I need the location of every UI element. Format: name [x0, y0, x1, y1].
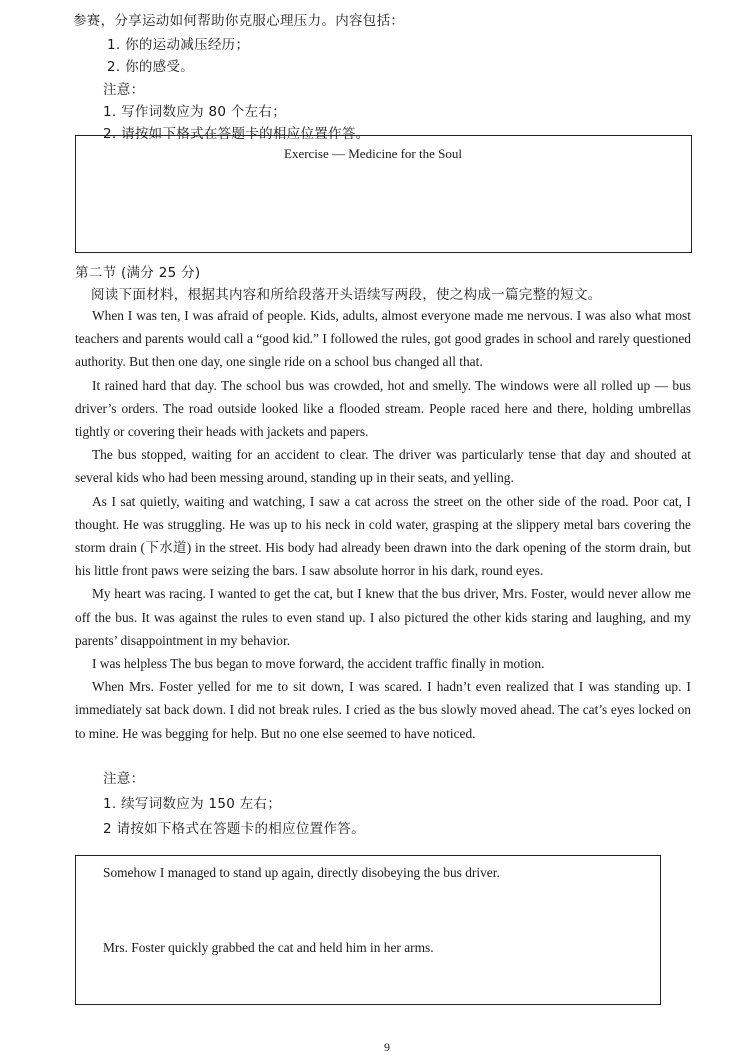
story-paragraph-6: I was helpless The bus began to move forward, the accident traffic finally in motion. — [92, 656, 545, 672]
story-paragraph-5: My heart was racing. I wanted to get the cat, but I knew that the bus driver, Mrs. Foster, would never allow me off the bus. It was against the rules to even stand up. I also pictured the other kids staring and laughing, and my parents’ disappointment in my behavior. — [75, 586, 691, 648]
story-paragraph-1: When I was ten, I was afraid of people. Kids, adults, almost everyone made me nervous. I was also what most teachers and parents would call a “good kid.” I followed the rules, got good grades in school and rarely questioned authority. But then one day, one single ride on a school bus changed all that. — [75, 308, 691, 370]
note-item-1: 1. 写作词数应为 80 个左右； — [103, 104, 287, 120]
continuation-opening-2: Mrs. Foster quickly grabbed the cat and held him in her arms. — [103, 940, 434, 955]
note-label-part2: 注意： — [103, 771, 145, 787]
continuation-opening-1: Somehow I managed to stand up again, directly disobeying the bus driver. — [103, 865, 500, 880]
answer-box-part1 — [75, 135, 692, 253]
prompt-item-1: 1. 你的运动减压经历； — [107, 37, 250, 53]
writing-prompt-line: 参赛，分享运动如何帮助你克服心理压力。内容包括： — [73, 13, 405, 29]
page-number: 9 — [384, 1040, 390, 1054]
note-item-2-part2: 2 请按如下格式在答题卡的相应位置作答。 — [103, 821, 365, 837]
note-item-2: 2. 请按如下格式在答题卡的相应位置作答。 — [103, 126, 370, 142]
section-title: 第二节 (满分 25 分) — [75, 265, 201, 281]
story-paragraph-7: When Mrs. Foster yelled for me to sit down, I was scared. I hadn’t even realized that I was standing up. I immediately sat back down. I did not break rules. I cried as the bus slowly moved ahead. The cat’s eyes locked on to mine. He was begging for help. But no one else seemed to have noticed. — [75, 679, 691, 741]
answer-box-part2 — [75, 855, 661, 1005]
note-label: 注意： — [103, 82, 145, 98]
section-instruction: 阅读下面材料，根据其内容和所给段落开头语续写两段，使之构成一篇完整的短文。 — [91, 287, 602, 303]
answer-box-title: Exercise — Medicine for the Soul — [284, 146, 462, 161]
story-text — [75, 304, 691, 745]
story-paragraph-4: As I sat quietly, waiting and watching, I saw a cat across the street on the other side of the road. Poor cat, I thought. He was struggling. He was up to his neck in cold water, grasping at the slippery metal bars covering the storm drain (下水道) in the street. His body had already been drawn into the dark opening of the storm drain, but his little front paws were seizing the bars. I saw absolute horror in his dark, round eyes. — [75, 493, 691, 579]
story-paragraph-2: It rained hard that day. The school bus was crowded, hot and smelly. The windows were all rolled up — bus driver’s orders. The road outside looked like a flooded stream. People raced here and there, holding umbrellas tightly or covering their heads with jackets and papers. — [75, 377, 691, 440]
story-paragraph-3: The bus stopped, waiting for an accident to clear. The driver was particularly tense that day and shouted at several kids who had been messing around, standing up in their seats, and yelling. — [75, 447, 691, 486]
note-item-1-part2: 1. 续写词数应为 150 左右； — [103, 796, 282, 812]
prompt-item-2: 2. 你的感受。 — [107, 59, 195, 75]
